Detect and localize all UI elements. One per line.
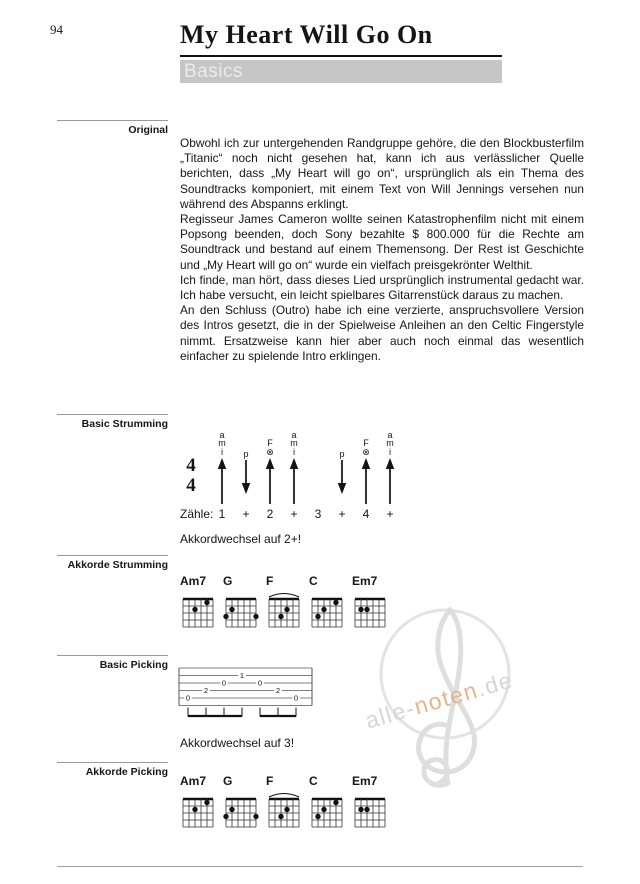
paragraph-2: Regisseur James Cameron wollte seinen Katastrophenfilm nicht mit einem Popsong beenden, doch Sony bezahlte $ 800.000 für die Rechte am Soundtrack und bestand auf einem Themensong. Der Rest ist Geschichte und „My Heart will go on“ wurde ein vielfach preisgekrönter Welthit. xyxy=(180,212,584,272)
section-label-basic-strumming: Basic Strumming xyxy=(57,414,168,430)
chord-diagram-Em7 xyxy=(352,774,392,837)
watermark-text-right: .de xyxy=(473,666,517,702)
beat-label: a xyxy=(291,429,297,440)
header xyxy=(180,20,502,83)
strum-beat-up xyxy=(285,426,303,504)
chord-diagram-Em7 xyxy=(352,574,392,637)
svg-text:2: 2 xyxy=(203,686,209,696)
chord-name: G xyxy=(223,774,233,788)
beat-label: ⊗ xyxy=(266,446,274,457)
up-arrow-icon xyxy=(384,458,396,504)
count-value: 1 xyxy=(218,507,226,521)
chord-name: Em7 xyxy=(352,774,378,788)
paragraph-3: Ich finde, man hört, dass dieses Lied ursprünglich instrumental gedacht war. Ich habe versucht, ein leicht spielbares Gitarrenstück daraus zu machen. xyxy=(180,272,584,303)
chord-diagram-G xyxy=(223,574,263,637)
chord-name: Em7 xyxy=(352,574,378,588)
up-arrow-icon xyxy=(216,458,228,504)
svg-text:1: 1 xyxy=(239,671,245,681)
page-subtitle: Basics xyxy=(180,60,502,83)
count-value: + xyxy=(290,507,298,521)
chord-grid xyxy=(352,590,388,632)
svg-text:0: 0 xyxy=(185,693,191,703)
chord-name: F xyxy=(266,574,274,588)
beat-label: m xyxy=(386,438,394,448)
picking-note: Akkordwechsel auf 3! xyxy=(180,736,295,750)
intro-text xyxy=(180,136,584,364)
chord-name: F xyxy=(266,774,274,788)
chord-grid xyxy=(352,790,388,832)
svg-text:0: 0 xyxy=(293,693,299,703)
svg-text:0: 0 xyxy=(221,678,227,688)
svg-text:0: 0 xyxy=(257,678,263,688)
picking-tab xyxy=(178,664,318,726)
svg-text:2: 2 xyxy=(275,686,281,696)
count-value: + xyxy=(338,507,346,521)
beat-finger-labels xyxy=(339,450,344,459)
strumming-note: Akkordwechsel auf 2+! xyxy=(180,532,302,546)
beat-finger-labels xyxy=(362,439,370,456)
chord-grid xyxy=(309,590,345,632)
watermark-text-left: alle- xyxy=(362,694,419,734)
section-label-akkorde-picking: Akkorde Picking xyxy=(57,762,168,778)
beat-label: i xyxy=(293,446,295,457)
beat-label: F xyxy=(267,438,273,448)
beat-label: ⊗ xyxy=(362,446,370,457)
chords-strumming xyxy=(180,574,440,654)
beat-finger-labels xyxy=(386,431,394,457)
chord-diagram-Am7 xyxy=(180,574,220,637)
chord-diagram-F xyxy=(266,774,306,837)
count-value: 2 xyxy=(266,507,274,521)
chord-name: C xyxy=(309,774,318,788)
strum-beat-down xyxy=(333,426,351,504)
strum-beat-down xyxy=(237,426,255,504)
strum-beat-up xyxy=(213,426,231,504)
beat-finger-labels xyxy=(243,450,248,459)
count-value: 3 xyxy=(314,507,322,521)
beat-label: i xyxy=(389,446,391,457)
count-label: Zähle: xyxy=(180,507,214,521)
chord-diagram-C xyxy=(309,774,349,837)
chord-name: Am7 xyxy=(180,574,207,588)
time-signature-top: 4 xyxy=(186,455,196,476)
section-label-original: Original xyxy=(57,120,168,136)
strum-beat-up xyxy=(261,426,279,504)
page-number: 94 xyxy=(50,22,63,37)
strumming-beats xyxy=(213,426,413,504)
tab-staff xyxy=(178,664,314,724)
paragraph-4: An den Schluss (Outro) habe ich eine verzierte, anspruchsvollere Version des Intros gesetzt, die in der Spielweise Anleihen an den Celtic Fingerstyle nimmt. Ersatzweise kann hier aber auch noch einmal das wesentlich einfacher zu spielende Intro erklingen. xyxy=(180,303,584,363)
chord-diagram-C xyxy=(309,574,349,637)
chord-diagram-F xyxy=(266,574,306,637)
beat-finger-labels xyxy=(218,431,226,457)
up-arrow-icon xyxy=(288,458,300,504)
time-signature-bottom: 4 xyxy=(186,475,196,496)
beat-label: F xyxy=(363,438,369,448)
footer-rule xyxy=(57,866,583,867)
time-signature xyxy=(183,456,199,496)
chord-grid xyxy=(309,790,345,832)
beat-label: a xyxy=(219,429,225,440)
chord-grid xyxy=(266,590,302,632)
beat-finger-labels xyxy=(290,431,298,457)
up-arrow-icon xyxy=(360,458,372,504)
count-value: 4 xyxy=(362,507,370,521)
page-title: My Heart Will Go On xyxy=(180,20,502,57)
beat-finger-labels xyxy=(266,439,274,456)
beat-label: m xyxy=(218,438,226,448)
chord-grid xyxy=(180,790,216,832)
up-arrow-icon xyxy=(264,458,276,504)
chord-name: Am7 xyxy=(180,774,207,788)
beat-label: p xyxy=(243,448,249,459)
chords-picking xyxy=(180,774,440,854)
strum-beat-up xyxy=(381,426,399,504)
chord-grid xyxy=(223,590,259,632)
paragraph-1: Obwohl ich zur untergehenden Randgruppe gehöre, die den Blockbusterfilm „Titanic“ noch nicht gesehen hat, kann ich aus verlässlicher Quelle berichten, dass „My Heart will go on“, ursprünglich als ein Thema des Soundtracks komponiert, mit einem Text von Will Jennings versehen nun während des Abspanns erklingt. xyxy=(180,136,584,211)
down-arrow-icon xyxy=(240,460,252,494)
chord-name: C xyxy=(309,574,318,588)
chord-grid xyxy=(180,590,216,632)
chord-diagram-G xyxy=(223,774,263,837)
chord-grid xyxy=(266,790,302,832)
count-value: + xyxy=(386,507,394,521)
strumming-counts xyxy=(213,507,413,521)
beat-label: m xyxy=(290,438,298,448)
beat-label: i xyxy=(221,446,223,457)
count-value: + xyxy=(242,507,250,521)
watermark-text-accent: noten xyxy=(411,676,481,720)
strum-beat-up xyxy=(357,426,375,504)
beat-label: a xyxy=(387,429,393,440)
chord-diagram-Am7 xyxy=(180,774,220,837)
chord-name: G xyxy=(223,574,233,588)
beat-label: p xyxy=(339,448,345,459)
chord-grid xyxy=(223,790,259,832)
section-label-basic-picking: Basic Picking xyxy=(57,655,168,671)
down-arrow-icon xyxy=(336,460,348,494)
section-label-akkorde-strumming: Akkorde Strumming xyxy=(57,555,168,571)
